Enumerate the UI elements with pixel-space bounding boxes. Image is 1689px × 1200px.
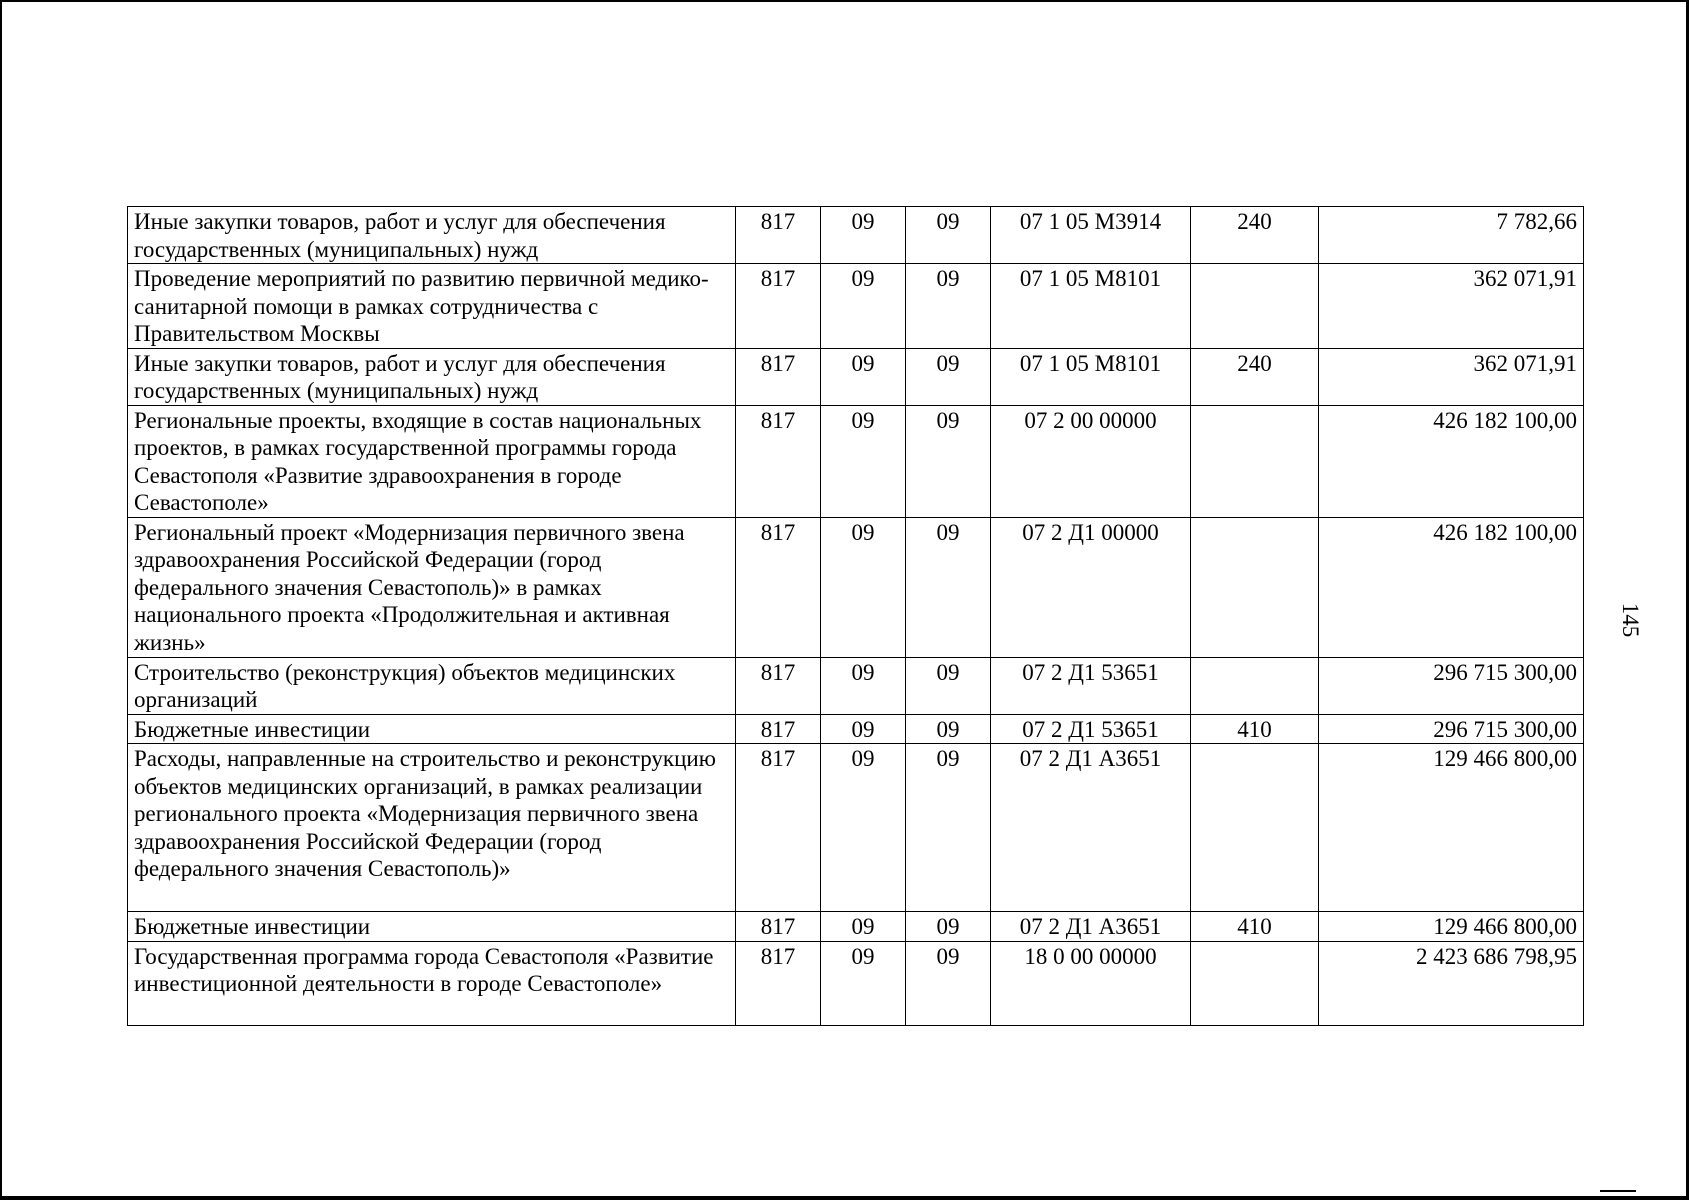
row-expense-type: 240 [1191, 207, 1319, 264]
row-ga-code: 817 [736, 264, 821, 349]
row-expense-type [1191, 264, 1319, 349]
table-row [128, 912, 1584, 942]
row-ga-code: 817 [736, 912, 821, 942]
table-row [128, 744, 1584, 912]
row-section: 09 [821, 517, 906, 657]
row-ga-code: 817 [736, 714, 821, 744]
row-sum: 296 715 300,00 [1319, 714, 1584, 744]
row-sum: 296 715 300,00 [1319, 657, 1584, 714]
table-row [128, 941, 1584, 1025]
row-section: 09 [821, 941, 906, 1025]
row-sum: 129 466 800,00 [1319, 912, 1584, 942]
row-name: Государственная программа города Севастополя «Развитие инвестиционной деятельности в городе Севастополе» [128, 941, 736, 1025]
row-expense-type [1191, 517, 1319, 657]
row-ga-code: 817 [736, 517, 821, 657]
row-sum: 2 423 686 798,95 [1319, 941, 1584, 1025]
row-section: 09 [821, 348, 906, 405]
row-target-article: 07 2 Д1 A3651 [991, 744, 1191, 912]
row-expense-type: 240 [1191, 348, 1319, 405]
row-name: Бюджетные инвестиции [128, 714, 736, 744]
table-row [128, 517, 1584, 657]
row-sum: 426 182 100,00 [1319, 405, 1584, 517]
row-ga-code: 817 [736, 405, 821, 517]
row-target-article: 18 0 00 00000 [991, 941, 1191, 1025]
table-row [128, 714, 1584, 744]
scan-border-left [0, 0, 2, 1200]
budget-table [127, 206, 1584, 1026]
row-subsection: 09 [906, 744, 991, 912]
row-name: Региональный проект «Модернизация первичного звена здравоохранения Российской Федерации (город федерального значения Севастополь)» в рамках национального проекта «Продолжительная и активная жизнь» [128, 517, 736, 657]
table-row [128, 348, 1584, 405]
row-ga-code: 817 [736, 941, 821, 1025]
row-name: Строительство (реконструкция) объектов медицинских организаций [128, 657, 736, 714]
row-sum: 129 466 800,00 [1319, 744, 1584, 912]
row-subsection: 09 [906, 207, 991, 264]
scan-border-top [0, 0, 1689, 2]
row-target-article: 07 1 05 M8101 [991, 348, 1191, 405]
row-section: 09 [821, 912, 906, 942]
row-target-article: 07 2 00 00000 [991, 405, 1191, 517]
table-row [128, 264, 1584, 349]
row-target-article: 07 1 05 M8101 [991, 264, 1191, 349]
row-expense-type [1191, 405, 1319, 517]
row-section: 09 [821, 714, 906, 744]
row-target-article: 07 2 Д1 A3651 [991, 912, 1191, 942]
row-name: Проведение мероприятий по развитию первичной медико-санитарной помощи в рамках сотрудничества с Правительством Москвы [128, 264, 736, 349]
row-ga-code: 817 [736, 657, 821, 714]
row-expense-type [1191, 657, 1319, 714]
row-subsection: 09 [906, 714, 991, 744]
row-section: 09 [821, 657, 906, 714]
row-section: 09 [821, 207, 906, 264]
row-ga-code: 817 [736, 207, 821, 264]
row-section: 09 [821, 744, 906, 912]
table-row [128, 405, 1584, 517]
row-name: Иные закупки товаров, работ и услуг для обеспечения государственных (муниципальных) нужд [128, 207, 736, 264]
row-sum: 7 782,66 [1319, 207, 1584, 264]
row-ga-code: 817 [736, 348, 821, 405]
row-subsection: 09 [906, 912, 991, 942]
row-subsection: 09 [906, 657, 991, 714]
row-expense-type [1191, 941, 1319, 1025]
row-target-article: 07 1 05 M3914 [991, 207, 1191, 264]
scan-border-bottom [0, 1196, 1689, 1200]
row-name: Бюджетные инвестиции [128, 912, 736, 942]
table-row [128, 657, 1584, 714]
row-ga-code: 817 [736, 744, 821, 912]
row-sum: 362 071,91 [1319, 264, 1584, 349]
page-number: 145 [1618, 602, 1643, 638]
row-expense-type: 410 [1191, 912, 1319, 942]
table-row [128, 207, 1584, 264]
row-expense-type [1191, 744, 1319, 912]
row-sum: 426 182 100,00 [1319, 517, 1584, 657]
row-name: Расходы, направленные на строительство и реконструкцию объектов медицинских организаций, в рамках реализации регионального проекта «Модернизация первичного звена здравоохранения Российской Федерации (город федерального значения Севастополь)» [128, 744, 736, 912]
row-target-article: 07 2 Д1 00000 [991, 517, 1191, 657]
row-expense-type: 410 [1191, 714, 1319, 744]
row-target-article: 07 2 Д1 53651 [991, 714, 1191, 744]
row-sum: 362 071,91 [1319, 348, 1584, 405]
row-name: Иные закупки товаров, работ и услуг для обеспечения государственных (муниципальных) нужд [128, 348, 736, 405]
row-subsection: 09 [906, 264, 991, 349]
row-target-article: 07 2 Д1 53651 [991, 657, 1191, 714]
scan-corner-mark [1600, 1190, 1636, 1192]
row-name: Региональные проекты, входящие в состав национальных проектов, в рамках государственной программы города Севастополя «Развитие здравоохранения в городе Севастополе» [128, 405, 736, 517]
row-subsection: 09 [906, 348, 991, 405]
row-subsection: 09 [906, 405, 991, 517]
row-section: 09 [821, 405, 906, 517]
row-section: 09 [821, 264, 906, 349]
row-subsection: 09 [906, 517, 991, 657]
row-subsection: 09 [906, 941, 991, 1025]
